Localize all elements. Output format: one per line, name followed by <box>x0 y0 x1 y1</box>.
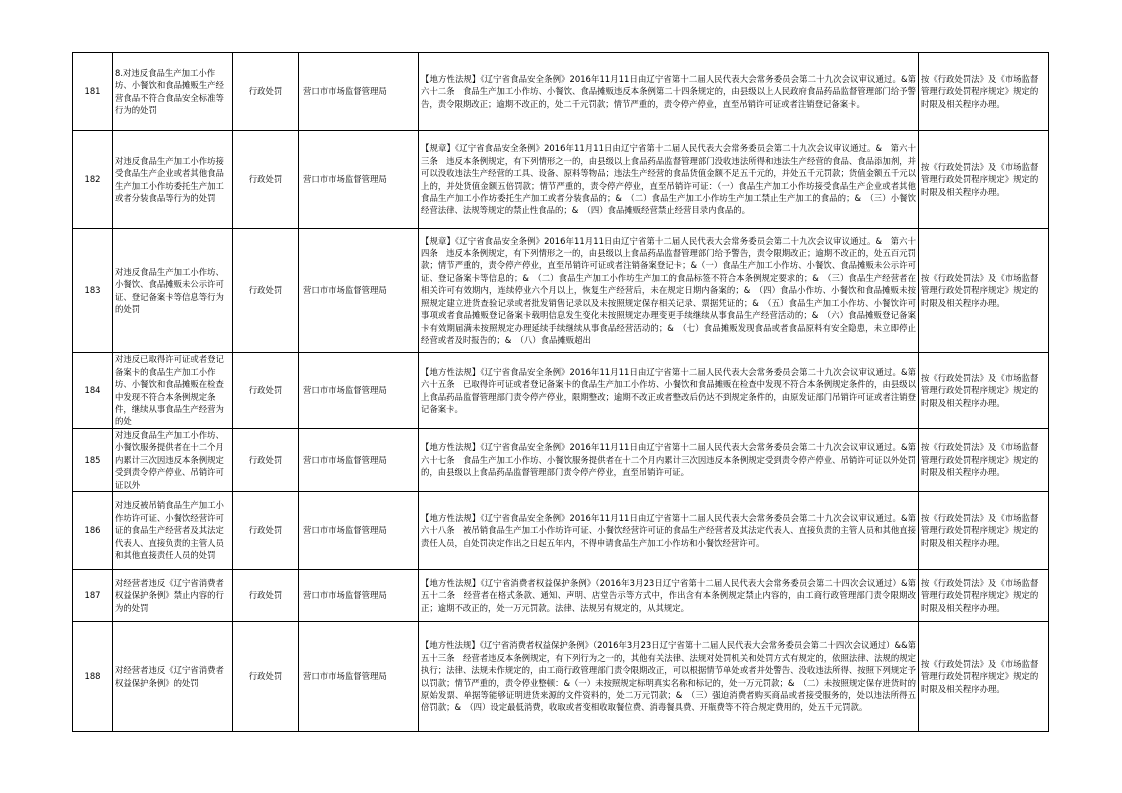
penalty-item <box>113 131 233 229</box>
legal-basis <box>419 570 919 622</box>
power-type: 行政处罚 <box>233 492 299 570</box>
legal-basis <box>419 353 919 429</box>
table-row <box>73 229 1049 353</box>
penalty-item <box>113 53 233 131</box>
row-number: 186 <box>73 492 113 570</box>
penalty-item-text: 对违反已取得许可证或者登记备案卡的食品生产加工小作坊、小餐饮和食品摊贩在检查中发现不符合本条例规定条件，继续从事食品生产经营为的处 <box>115 354 224 427</box>
legal-basis-text: 【地方性法规】《辽宁省消费者权益保护条例》（2016年3月23日辽宁省第十二届人民代表大会常务委员会第二十四次会议通过）&&第五十三条 经营者违反本条例规定，有下列行为之一的，其他有关法律、法规对处罚机关和处罚方式有规定的，依照法律、法规的规定执行；法律、法规未作规定的，由工商行政管理部门责令限期改正，可以根据情节单处或者并处警告、没收违法所得、按照下列规定予以罚款；情节严重的，责令停业整顿：&（一）未按照规定标明真实名称和标记的，处一万元罚款；& （二）未按照规定保存进货时的原始发票、单据等能够证明进货来源的文件资料的，处二万元罚款；& （三）强迫消费者购买商品或者接受服务的，处以违法所得五倍罚款；& （四）设定最低消费，收取或者变相收取餐位费、消毒餐具费、开瓶费等不符合规定费用的，处五千元罚款。 <box>421 640 916 713</box>
legal-basis-text: 【地方性法规】《辽宁省食品安全条例》2016年11月11日由辽宁省第十二届人民代表大会常务委员会第二十九次会议审议通过。&第六十五条 已取得许可证或者登记备案卡的食品生产加工小作坊、小餐饮和食品摊贩在检查中发现不符合本条例规定条件的，由县级以上食品药品监督管理部门责令停产停业，限期整改；逾期不改正或者整改后仍达不到规定条件的，由原发证部门吊销许可证或者注销登记备案卡。 <box>421 366 916 414</box>
procedure <box>919 229 1049 353</box>
table-row <box>73 353 1049 429</box>
table-row <box>73 570 1049 622</box>
power-type: 行政处罚 <box>233 622 299 732</box>
legal-basis-text: 【地方性法规】《辽宁省消费者权益保护条例》（2016年3月23日辽宁省第十二届人民代表大会常务委员会第二十四次会议通过）&第五十二条 经营者在格式条款、通知、声明、店堂告示等方式中，作出含有本条例规定禁止内容的，由工商行政管理部门责令限期改正；逾期不改正的，处一万元罚款。法律、法规另有规定的，从其规定。 <box>421 577 916 613</box>
procedure-text: 按《行政处罚法》及《市场监督管理行政处罚程序规定》规定的时限及相关程序办理。 <box>921 73 1039 109</box>
procedure-text: 按《行政处罚法》及《市场监督管理行政处罚程序规定》规定的时限及相关程序办理。 <box>921 272 1039 308</box>
row-number: 181 <box>73 53 113 131</box>
procedure-text: 按《行政处罚法》及《市场监督管理行政处罚程序规定》规定的时限及相关程序办理。 <box>921 161 1039 197</box>
row-number: 182 <box>73 131 113 229</box>
table-row <box>73 492 1049 570</box>
procedure <box>919 353 1049 429</box>
penalty-item-text: 对违反食品生产加工小作坊、小餐饮、食品摊贩未公示许可证、登记备案卡等信息等行为的处罚 <box>115 266 224 314</box>
row-number: 183 <box>73 229 113 353</box>
procedure-text: 按《行政处罚法》及《市场监督管理行政处罚程序规定》规定的时限及相关程序办理。 <box>921 658 1039 694</box>
penalty-item <box>113 229 233 353</box>
penalty-item-text: 对违反被吊销食品生产加工小作坊许可证、小餐饮经营许可证的食品生产经营者及其法定代表人、直接负责的主管人员和其他直接责任人员的处罚 <box>115 500 224 561</box>
penalty-item-text: 对违反食品生产加工小作坊、小餐饮服务提供者在十二个月内累计三次因违反本条例规定受到责令停产停业、吊销许可证以外 <box>115 430 224 490</box>
row-number: 187 <box>73 570 113 622</box>
implementing-agency: 营口市市场监督管理局 <box>299 570 419 622</box>
penalty-item <box>113 353 233 429</box>
power-type: 行政处罚 <box>233 53 299 131</box>
row-number: 184 <box>73 353 113 429</box>
legal-basis <box>419 229 919 353</box>
power-type: 行政处罚 <box>233 131 299 229</box>
table-row <box>73 131 1049 229</box>
penalty-item-text: 对违反食品生产加工小作坊接受食品生产企业或者其他食品生产加工小作坊委托生产加工或者分装食品等行为的处罚 <box>115 155 224 203</box>
table-row <box>73 622 1049 732</box>
implementing-agency: 营口市市场监督管理局 <box>299 622 419 732</box>
penalty-item-text: 8.对违反食品生产加工小作坊、小餐饮和食品摊贩生产经营食品不符合食品安全标准等行为的处罚 <box>115 67 224 115</box>
table-row <box>73 53 1049 131</box>
procedure-text: 按《行政处罚法》及《市场监督管理行政处罚程序规定》规定的时限及相关程序办理。 <box>921 442 1039 478</box>
procedure <box>919 622 1049 732</box>
penalty-item <box>113 429 233 492</box>
power-type: 行政处罚 <box>233 353 299 429</box>
power-type: 行政处罚 <box>233 570 299 622</box>
power-type: 行政处罚 <box>233 429 299 492</box>
legal-basis-text: 【地方性法规】《辽宁省食品安全条例》2016年11月11日由辽宁省第十二届人民代表大会常务委员会第二十九次会议审议通过。&第六十八条 被吊销食品生产加工小作坊许可证、小餐饮经营许可证的食品生产经营者及其法定代表人、直接负责的主管人员和其他直接责任人员，自处罚决定作出之日起五年内，不得申请食品生产加工小作坊和小餐饮经营许可。 <box>421 512 916 548</box>
legal-basis <box>419 622 919 732</box>
penalty-item <box>113 492 233 570</box>
legal-basis <box>419 131 919 229</box>
row-number: 188 <box>73 622 113 732</box>
implementing-agency: 营口市市场监督管理局 <box>299 429 419 492</box>
procedure-text: 按《行政处罚法》及《市场监督管理行政处罚程序规定》规定的时限及相关程序办理。 <box>921 372 1039 408</box>
legal-basis <box>419 492 919 570</box>
penalty-item-text: 对经营者违反《辽宁省消费者权益保护条例》禁止内容的行为的处罚 <box>115 577 224 613</box>
legal-basis <box>419 429 919 492</box>
procedure <box>919 429 1049 492</box>
power-type: 行政处罚 <box>233 229 299 353</box>
implementing-agency: 营口市市场监督管理局 <box>299 492 419 570</box>
administrative-penalty-table <box>72 52 1049 732</box>
legal-basis-text: 【地方性法规】《辽宁省食品安全条例》2016年11月11日由辽宁省第十二届人民代表大会常务委员会第二十九次会议审议通过。&第六十七条 食品生产加工小作坊、小餐饮服务提供者在十二个月内累计三次因违反本条例规定受到责令停产停业、吊销许可证以外处罚的，由县级以上食品药品监督管理部门责令停产停业，直至吊销许可证。 <box>421 442 916 478</box>
legal-basis-text: 【规章】《辽宁省食品安全条例》2016年11月11日由辽宁省第十二届人民代表大会常务委员会第二十九次会议审议通过。& 第六十三条 违反本条例规定，有下列情形之一的，由县级以上食品药品监督管理部门没收违法所得和违法生产经营的食品、食品添加剂，并可以没收违法生产经营的工具、设备、原料等物品；违法生产经营的食品货值金额不足五千元的，并处五千元罚款；货值金额五千元以上的，并处货值金额五倍罚款；情节严重的，责令停产停业，直至吊销许可证：（一）食品生产加工小作坊接受食品生产企业或者其他食品生产加工小作坊委托生产加工或者分装食品的；& （二）食品生产加工小作坊生产加工禁止生产加工的食品的；& （三）小餐饮经营法律、法规等规定的禁止性食品的；& （四）食品摊贩经营禁止经营目录内食品的。 <box>421 143 916 216</box>
implementing-agency: 营口市市场监督管理局 <box>299 53 419 131</box>
row-number: 185 <box>73 429 113 492</box>
penalty-item <box>113 622 233 732</box>
legal-basis <box>419 53 919 131</box>
implementing-agency: 营口市市场监督管理局 <box>299 131 419 229</box>
procedure <box>919 131 1049 229</box>
procedure-text: 按《行政处罚法》及《市场监督管理行政处罚程序规定》规定的时限及相关程序办理。 <box>921 512 1039 548</box>
procedure <box>919 53 1049 131</box>
implementing-agency: 营口市市场监督管理局 <box>299 229 419 353</box>
penalty-item-text: 对经营者违反《辽宁省消费者权益保护条例》的处罚 <box>115 665 224 688</box>
procedure <box>919 492 1049 570</box>
procedure <box>919 570 1049 622</box>
penalty-item <box>113 570 233 622</box>
implementing-agency: 营口市市场监督管理局 <box>299 353 419 429</box>
table-row <box>73 429 1049 492</box>
legal-basis-text: 【地方性法规】《辽宁省食品安全条例》2016年11月11日由辽宁省第十二届人民代表大会常务委员会第二十九次会议审议通过。&第六十二条 食品生产加工小作坊、小餐饮、食品摊贩违反本条例第二十四条规定的，由县级以上人民政府食品药品监督管理部门给予警告，责令限期改正；逾期不改正的，处二千元罚款；情节严重的，责令停产停业，直至吊销许可证或者注销登记备案卡。 <box>421 73 916 109</box>
legal-basis-text: 【规章】《辽宁省食品安全条例》2016年11月11日由辽宁省第十二届人民代表大会常务委员会第二十九次会议审议通过。& 第六十四条 违反本条例规定，有下列情形之一的，由县级以上食品药品监督管理部门给予警告，责令限期改正；逾期不改正的，处五百元罚款；情节严重的，责令停产停业，直至吊销许可证或者注销备案登记卡；&（一）食品生产加工小作坊、小餐饮、食品摊贩未公示许可证、登记备案卡等信息的；& （二）食品生产加工小作坊生产加工的食品标签不符合本条例规定要求的；& （三）食品生产经营者在相关许可有效期内，连续停业六个月以上，恢复生产经营后，未在规定日期内备案的；& （四）食品小作坊、小餐饮和食品摊贩未按照规定建立进货查验记录或者批发销售记录以及未按照规定保存相关记录、票据凭证的；& （五）食品生产加工小作坊、小餐饮许可事项或者食品摊贩登记备案卡载明信息发生变化未按照规定办理变更手续继续从事食品生产经营活动的；& （六）食品摊贩登记备案卡有效期届满未按照规定办理延续手续继续从事食品经营活动的；& （七）食品摊贩发现食品或者食品原料有安全隐患，未立即停止经营或者及时报告的；& （八）食品摊贩超出 <box>421 235 916 345</box>
procedure-text: 按《行政处罚法》及《市场监督管理行政处罚程序规定》规定的时限及相关程序办理。 <box>921 577 1039 613</box>
